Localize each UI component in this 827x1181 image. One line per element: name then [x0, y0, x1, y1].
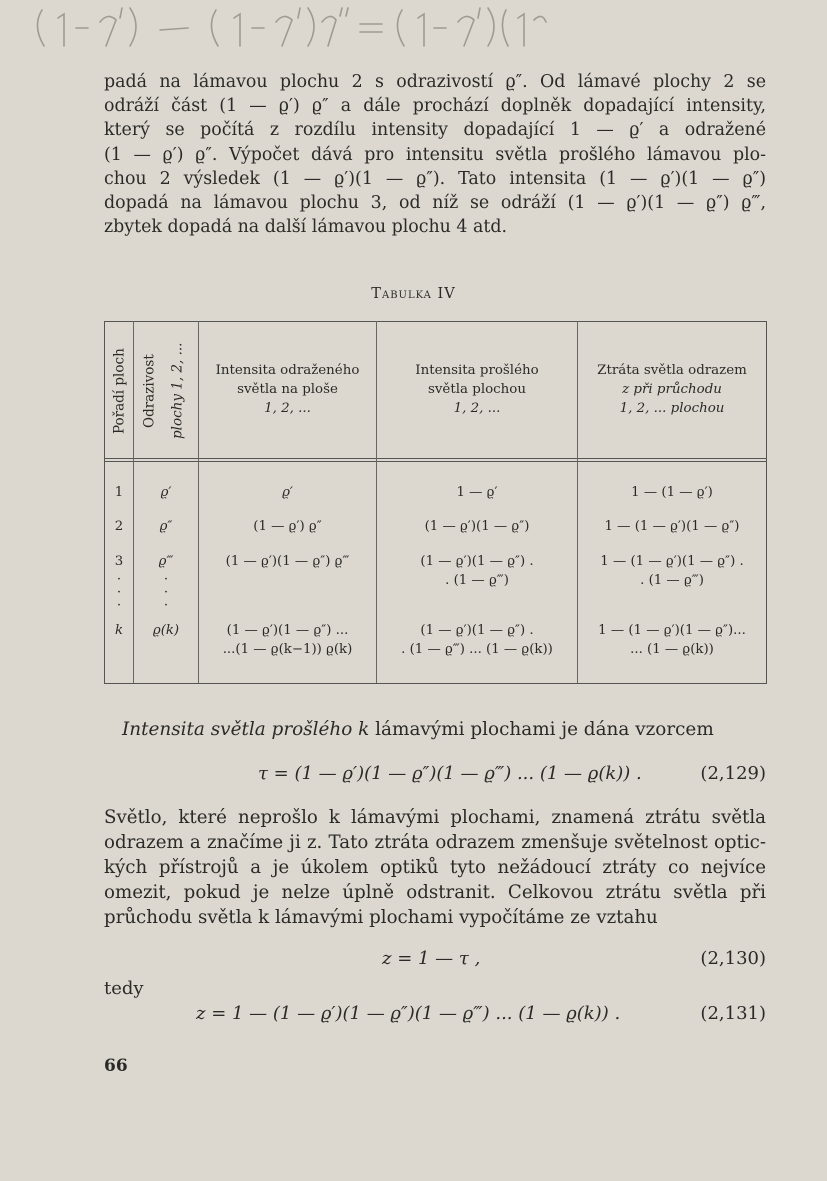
paragraph-top [104, 70, 766, 239]
cell-order: 3 [114, 554, 124, 569]
cell-loss: 1 — (1 — ϱ′)(1 — ϱ″)... ... (1 — ϱ(k)) [598, 623, 746, 657]
cell-rho: ϱ‴ [158, 554, 174, 569]
table-iv [104, 321, 767, 684]
cell-loss: 1 — (1 — ϱ′) [631, 485, 713, 500]
cell-passed: 1 — ϱ′ [456, 485, 498, 500]
header-reflectivity-b: plochy 1, 2, ... [169, 342, 186, 440]
table-header-rule-2 [105, 461, 766, 462]
text-line: kých přístrojů a je úkolem optiků tyto nežádoucí ztráty co nejvíce [104, 857, 766, 878]
cell-rho: ϱ(k) [152, 623, 180, 638]
cell-passed: (1 — ϱ′)(1 — ϱ″) [424, 519, 530, 534]
cell-loss: 1 — (1 — ϱ′)(1 — ϱ″) . . (1 — ϱ‴) [600, 554, 744, 588]
table-caption: Tabulka IV [371, 286, 456, 302]
cell-passed: (1 — ϱ′)(1 — ϱ″) . . (1 — ϱ‴) [420, 554, 534, 588]
header-passed: Intensita prošlého světla plochou 1, 2, ... [415, 363, 539, 416]
text-line: zbytek dopadá na další lámavou plochu 4 atd. [104, 217, 508, 238]
header-order: Pořadí ploch [111, 348, 128, 434]
cell-order: 2 [114, 519, 124, 534]
text-line: (1 — ϱ′) ϱ″. Výpočet dává pro intensitu světla prošlého lámavou plo- [104, 144, 766, 165]
page-number: 66 [104, 1056, 128, 1076]
equation-number-2-131: (2,131) [700, 1003, 766, 1024]
cell-reflected: ϱ′ [282, 485, 293, 500]
word-tedy: tedy [104, 978, 144, 999]
cell-order: k [114, 623, 124, 638]
equation-number-2-130: (2,130) [700, 948, 766, 969]
cell-order: 1 [114, 485, 124, 500]
vertical-ellipsis: · · · [163, 572, 169, 613]
text-line: odrazem a značíme ji z. Tato ztráta odrazem zmenšuje světelnost optic- [104, 832, 766, 853]
equation-2-129: τ = (1 — ϱ′)(1 — ϱ″)(1 — ϱ‴) ... (1 — ϱ(k)) . [258, 763, 642, 784]
text-line: průchodu světla k lámavými plochami vypočítáme ze vztahu [104, 907, 658, 928]
text-line: odráží část (1 — ϱ′) ϱ″ a dále prochází doplněk dopadající intensity, [104, 96, 766, 117]
text-line: omezit, pokud je nelze úplně odstranit. Celkovou ztrátu světla při [104, 882, 766, 903]
text-line: který se počítá z rozdílu intensity dopadající 1 — ϱ′ a odražené [104, 120, 766, 141]
cell-reflected: (1 — ϱ′)(1 — ϱ″) ... ...(1 — ϱ(k−1)) ϱ(k) [222, 623, 353, 657]
text-line: chou 2 výsledek (1 — ϱ′)(1 — ϱ″). Tato intensita (1 — ϱ′)(1 — ϱ″) [104, 168, 766, 189]
table-header-rule [105, 458, 766, 459]
table-top-rule [105, 321, 766, 322]
cell-reflected: (1 — ϱ′)(1 — ϱ″) ϱ‴ [225, 554, 350, 569]
paragraph-loss [104, 805, 766, 930]
header-reflected: Intensita odraženého světla na ploše 1, 2, ... [215, 363, 360, 416]
equation-2-131: z = 1 — (1 — ϱ′)(1 — ϱ″)(1 — ϱ‴) ... (1 — ϱ(k)) . [196, 1003, 621, 1024]
text-line: padá na lámavou plochu 2 s odrazivostí ϱ″. Od lámavé plochy 2 se [104, 72, 766, 92]
text-line: dopadá na lámavou plochu 3, od níž se odráží (1 — ϱ′)(1 — ϱ″) ϱ‴, [104, 193, 766, 214]
equation-number-2-129: (2,129) [700, 763, 766, 784]
cell-loss: 1 — (1 — ϱ′)(1 — ϱ″) [604, 519, 740, 534]
equation-2-130: z = 1 — τ , [382, 948, 481, 969]
header-loss: Ztráta světla odrazem z při průchodu 1, 2, ... plochou [597, 363, 747, 416]
header-reflectivity-a: Odrazivost [141, 354, 158, 428]
cell-passed: (1 — ϱ′)(1 — ϱ″) . . (1 — ϱ‴) ... (1 — ϱ(k)) [401, 623, 553, 657]
vertical-ellipsis: · · · [116, 572, 122, 613]
cell-rho: ϱ″ [159, 519, 173, 534]
cell-reflected: (1 — ϱ′) ϱ″ [253, 519, 322, 534]
cell-rho: ϱ′ [160, 485, 172, 500]
handwritten-note [30, 4, 550, 50]
text-line: Světlo, které neprošlo k lámavými plochami, znamená ztrátu světla [104, 807, 766, 828]
intro-sentence: Intensita světla prošlého k lámavými plochami je dána vzorcem [122, 719, 714, 740]
